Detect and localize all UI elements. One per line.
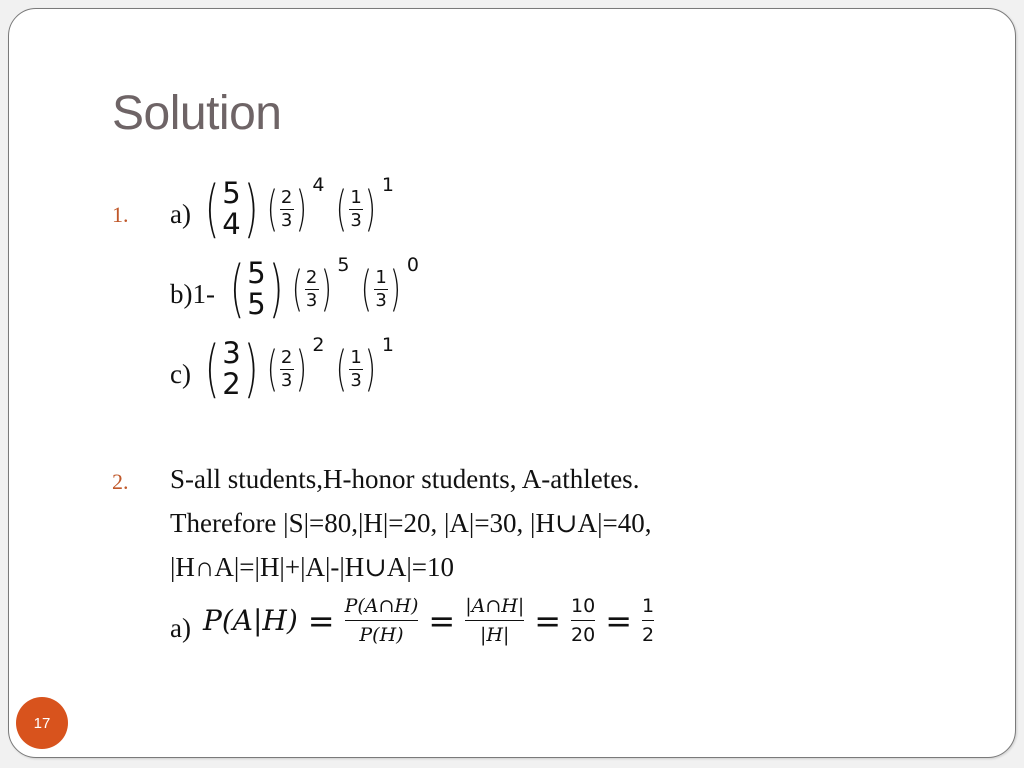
exponent: 1	[381, 174, 394, 196]
paren: (	[291, 261, 303, 317]
frac-num: 2	[305, 266, 318, 288]
equation-lhs: P(A|H)	[203, 604, 298, 637]
exponent: 4	[312, 174, 325, 196]
binomial	[222, 178, 240, 240]
frac-num: 1	[375, 266, 387, 288]
page-number-badge: 17	[16, 697, 68, 749]
paren: (	[204, 172, 220, 245]
fraction-values	[571, 594, 595, 647]
fraction-cardinality	[465, 594, 524, 647]
equals-sign: =	[428, 601, 456, 640]
frac-num: 2	[280, 186, 293, 208]
frac-num: P(A∩H)	[344, 595, 419, 617]
equals-sign: =	[307, 601, 335, 640]
item2-line1: S-all students,H-honor students, A-athletes.	[170, 464, 640, 494]
frac-den: |H|	[480, 624, 510, 646]
paren: (	[204, 332, 220, 405]
frac-num: 1	[350, 186, 362, 208]
paren: )	[243, 332, 259, 405]
fraction-q	[374, 268, 388, 311]
frac-den: 20	[571, 624, 596, 646]
frac-num: 2	[280, 346, 293, 368]
binom-n: 5	[247, 256, 266, 290]
paren: (	[266, 341, 278, 397]
binom-n: 3	[222, 336, 241, 370]
binom-k: 2	[222, 367, 241, 401]
item2-line2: Therefore |S|=80,|H|=20, |A|=30, |H∪A|=40,	[170, 508, 652, 538]
fraction-p	[280, 188, 294, 231]
fraction-probability	[345, 594, 419, 647]
fraction-q	[349, 188, 363, 231]
frac-den: 3	[280, 369, 293, 391]
list-number-2: 2.	[112, 469, 129, 494]
fraction-p	[280, 348, 294, 391]
fraction-result	[642, 594, 654, 647]
binom-n: 5	[222, 176, 241, 210]
paren: (	[361, 261, 373, 317]
binomial	[222, 338, 240, 400]
frac-num: |A∩H|	[465, 595, 525, 617]
frac-den: 3	[350, 209, 362, 231]
binom-k: 5	[247, 287, 266, 321]
item1-b-label: b)1-	[170, 279, 215, 309]
item2-a-label: a)	[170, 613, 191, 643]
paren: )	[243, 172, 259, 245]
paren: )	[295, 181, 307, 237]
frac-num: 10	[571, 595, 596, 617]
paren: (	[336, 341, 348, 397]
fraction-p	[305, 268, 319, 311]
paren: )	[364, 181, 377, 237]
binomial	[247, 258, 265, 320]
frac-num: 1	[350, 346, 362, 368]
list-number-1: 1.	[112, 202, 129, 227]
frac-den: 3	[375, 289, 387, 311]
paren: )	[320, 261, 332, 317]
fraction-q	[349, 348, 363, 391]
paren: )	[295, 341, 307, 397]
item1-b-expression	[225, 252, 427, 325]
item1-a-expression	[200, 172, 402, 245]
paren: )	[389, 261, 402, 317]
frac-den: 3	[280, 209, 293, 231]
paren: (	[336, 181, 348, 237]
exponent: 2	[312, 334, 325, 356]
frac-den: 3	[350, 369, 362, 391]
item1-c-label: c)	[170, 359, 191, 389]
frac-den: 2	[642, 624, 655, 646]
frac-num: 1	[642, 595, 655, 617]
exponent: 0	[406, 254, 419, 276]
exponent: 1	[381, 334, 394, 356]
item2-line3: |H∩A|=|H|+|A|-|H∪A|=10	[170, 552, 455, 582]
paren: )	[364, 341, 377, 397]
conditional-probability-equation	[203, 594, 654, 647]
frac-den: P(H)	[359, 624, 404, 646]
item1-c-expression	[200, 332, 402, 405]
binom-k: 4	[222, 207, 241, 241]
paren: (	[229, 252, 245, 325]
slide-title: Solution	[112, 87, 282, 140]
item1-a-label: a)	[170, 199, 191, 229]
paren: (	[266, 181, 278, 237]
frac-den: 3	[305, 289, 318, 311]
equals-sign: =	[605, 601, 633, 640]
paren: )	[268, 252, 284, 325]
exponent: 5	[337, 254, 350, 276]
equals-sign: =	[534, 601, 562, 640]
